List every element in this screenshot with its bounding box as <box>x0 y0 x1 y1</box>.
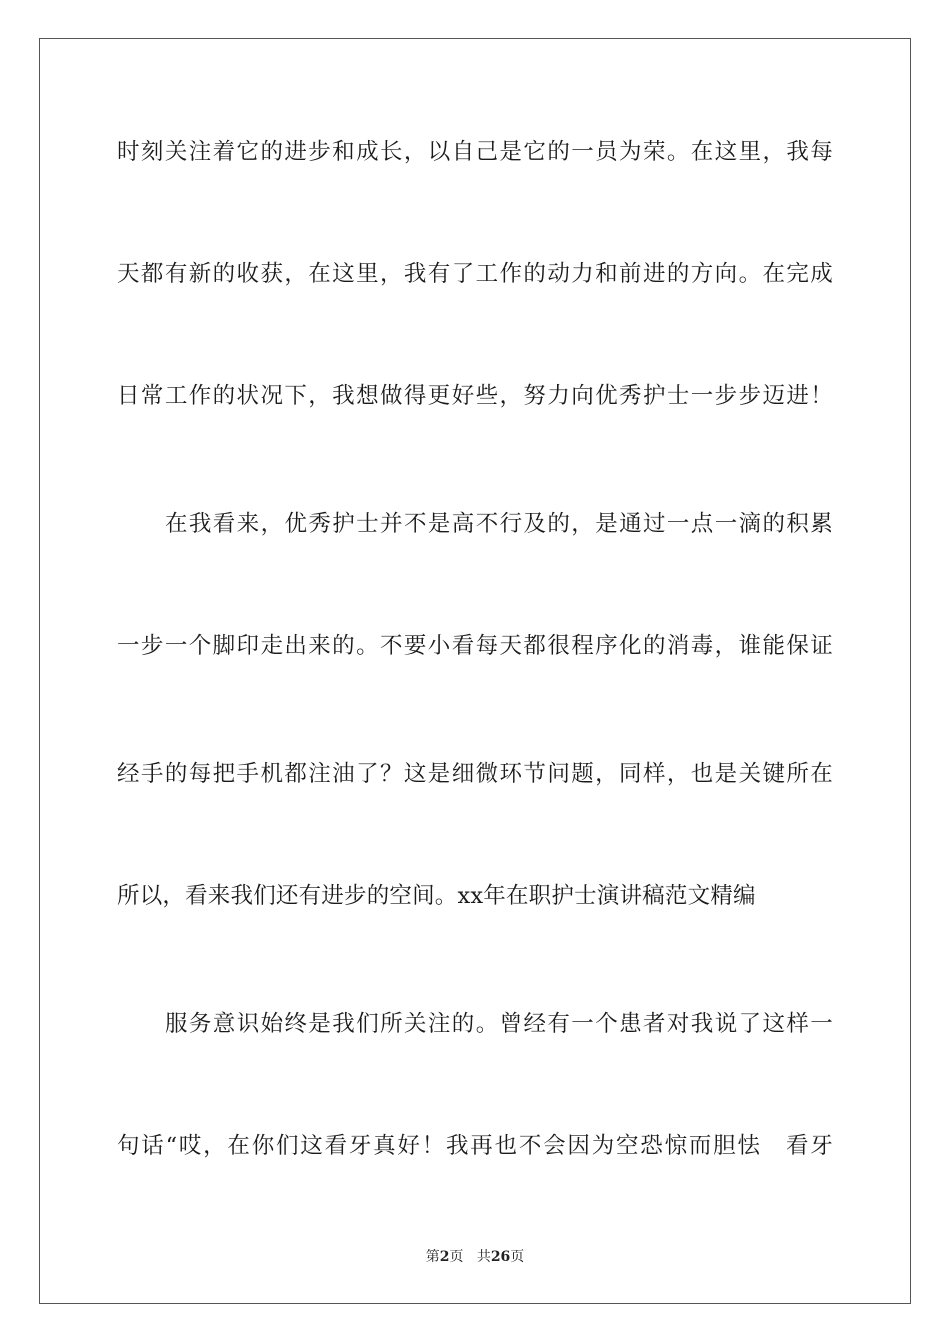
body-line: 句话“哎，在你们这看牙真好！我再也不会因为空恐惊而胆怯 看牙 <box>117 1133 833 1159</box>
paragraph-first-line: 服务意识始终是我们所关注的。曾经有一个患者对我说了这样一 <box>165 1011 833 1037</box>
footer-page-number: 2 <box>439 1249 450 1265</box>
footer-page-prefix: 第 <box>425 1249 440 1265</box>
body-line: 一步一个脚印走出来的。不要小看每天都很程序化的消毒，谁能保证 <box>117 633 833 659</box>
page-frame <box>39 38 911 1304</box>
body-line: 时刻关注着它的进步和成长，以自己是它的一员为荣。在这里，我每 <box>117 139 833 165</box>
footer-page-suffix: 页 <box>449 1249 464 1265</box>
body-line: 所以，看来我们还有进步的空间。xx年在职护士演讲稿范文精编 <box>117 883 756 909</box>
body-line: 经手的每把手机都注油了？这是细微环节问题，同样，也是关键所在 <box>117 761 833 787</box>
body-line: 天都有新的收获，在这里，我有了工作的动力和前进的方向。在完成 <box>117 261 833 287</box>
body-line: 日常工作的状况下，我想做得更好些，努力向优秀护士一步步迈进！ <box>117 383 833 409</box>
page-footer <box>0 1248 950 1266</box>
footer-total-pages: 26 <box>490 1249 511 1265</box>
footer-total-suffix: 页 <box>510 1249 525 1265</box>
footer-total-prefix: 共 <box>476 1249 491 1265</box>
paragraph-first-line: 在我看来，优秀护士并不是高不行及的，是通过一点一滴的积累 <box>165 511 833 537</box>
